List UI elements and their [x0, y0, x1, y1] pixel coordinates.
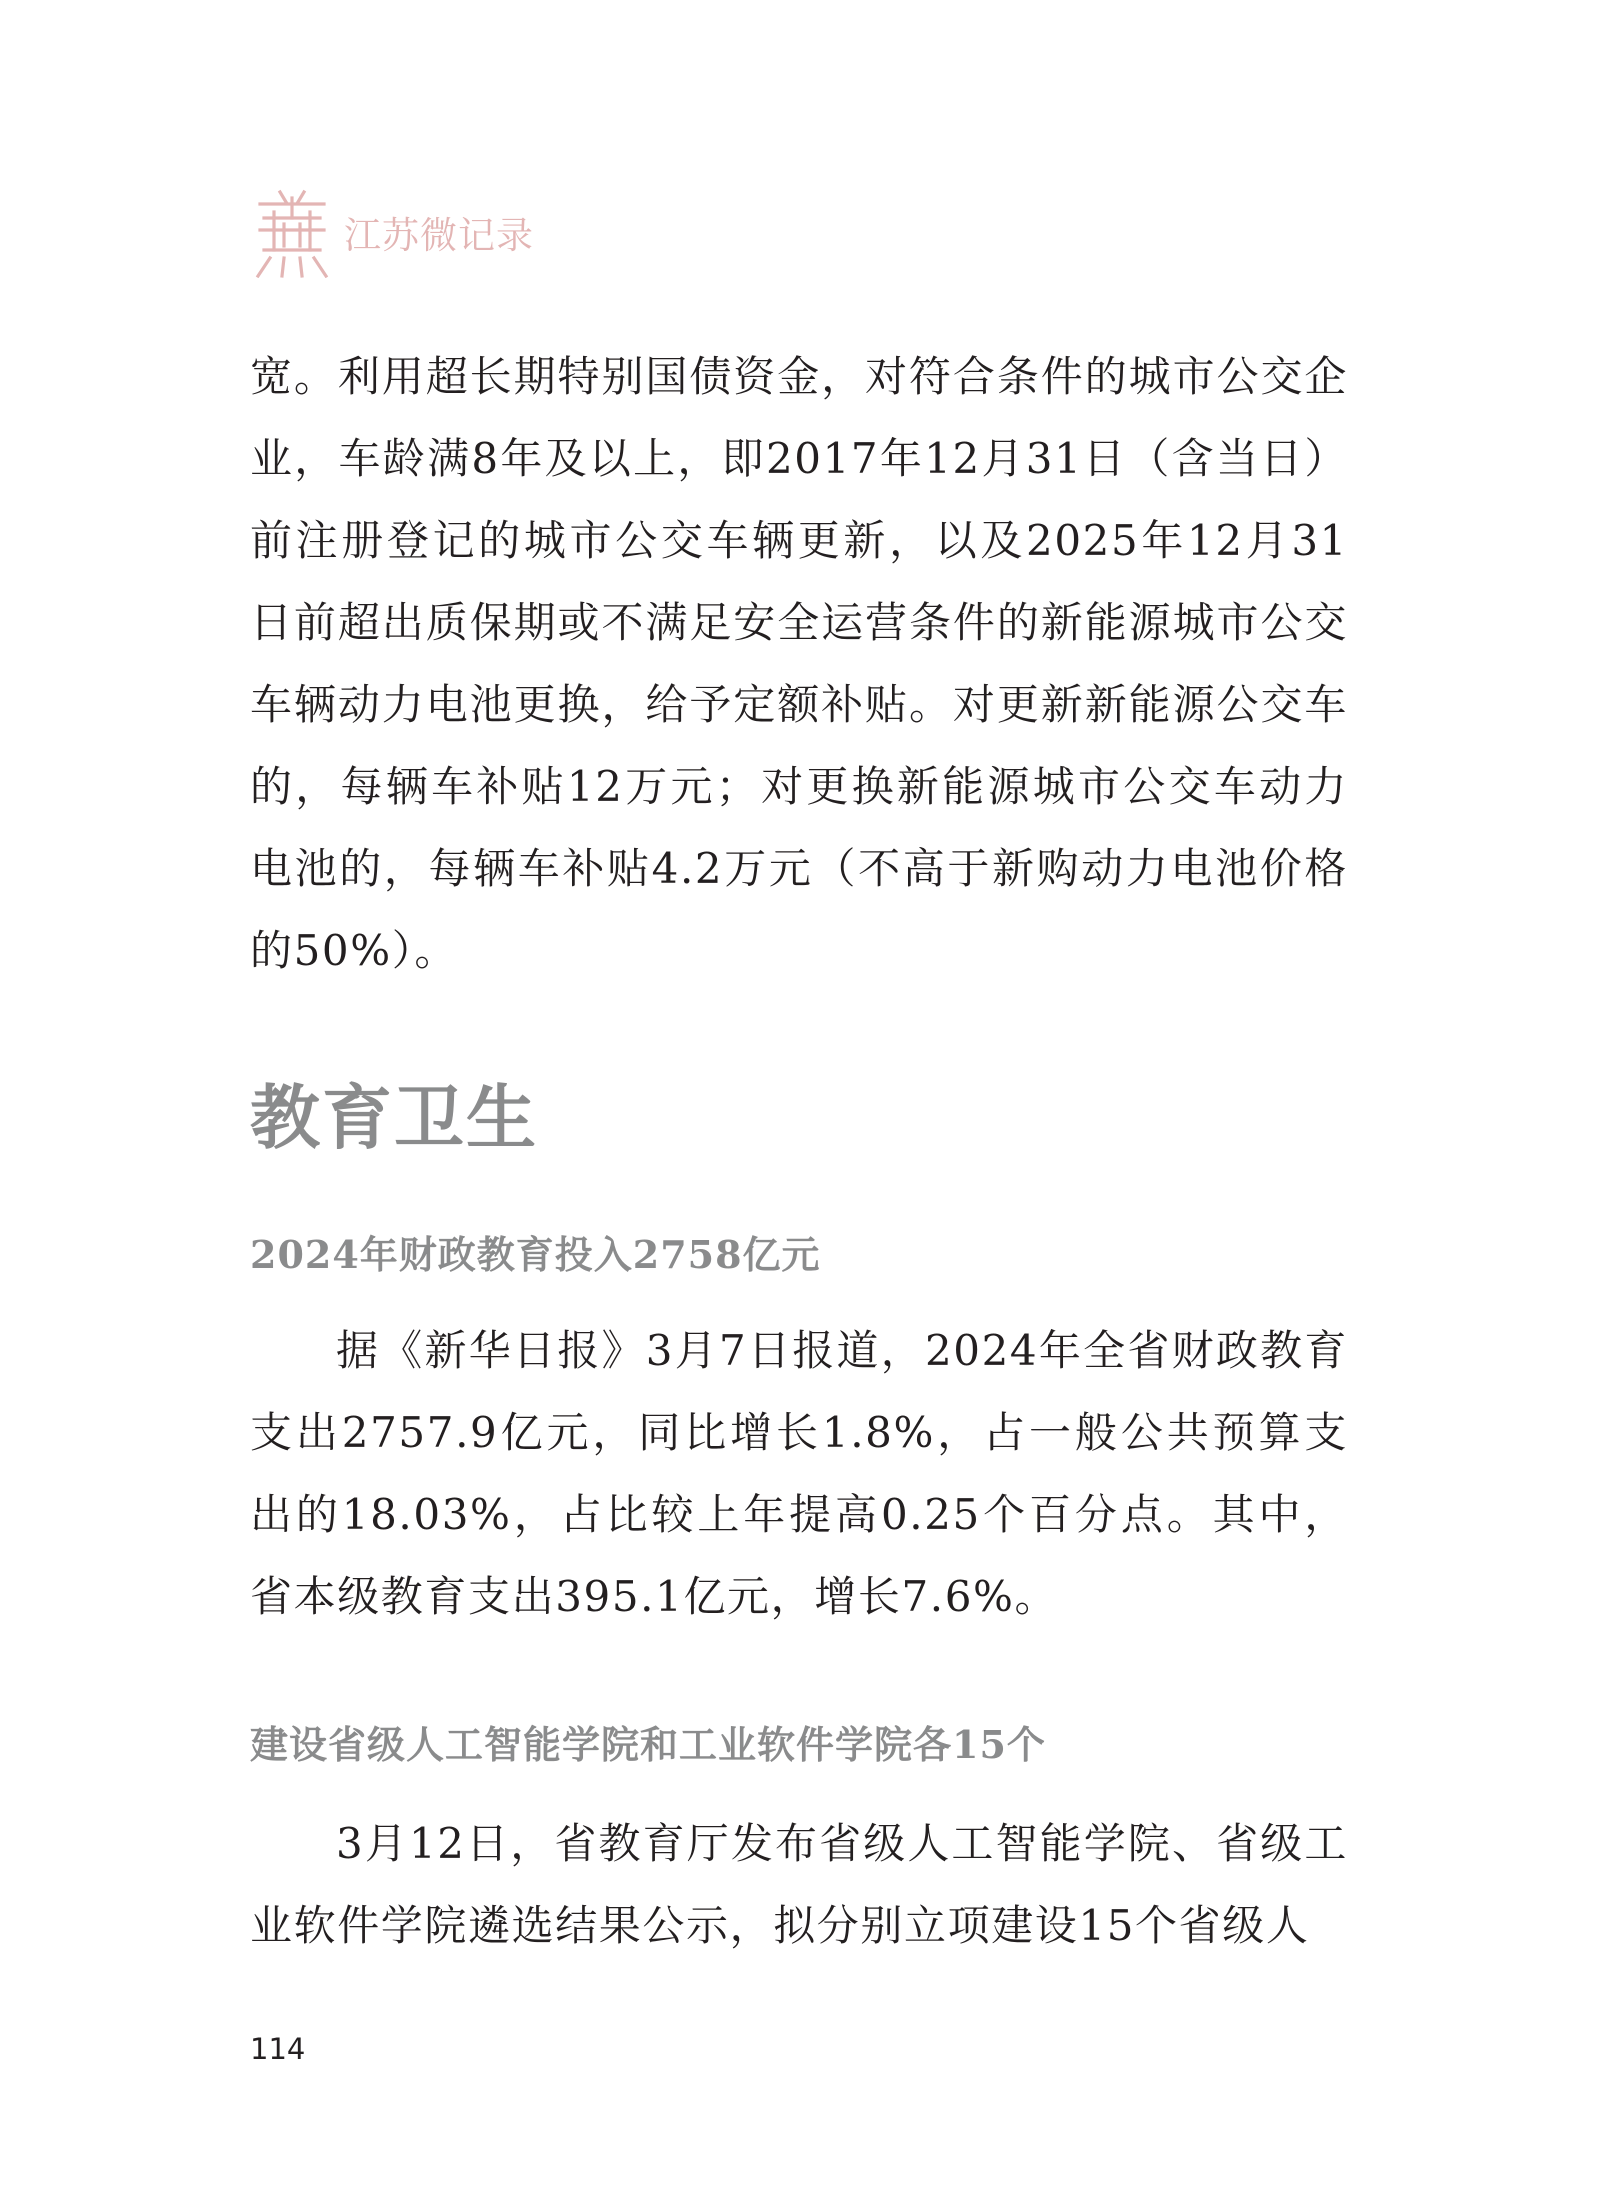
paragraph: 据《新华日报》3月7日报道，2024年全省财政教育支出2757.9亿元，同比增长1.8%，占一般公共预算支出的18.03%，占比较上年提高0.25个百分点。其中，省本级教育支出395.1亿元，增长7.6%。	[250, 1326, 1348, 1621]
paragraph: 宽。利用超长期特别国债资金，对符合条件的城市公交企业，车龄满8年及以上，即2017年12月31日（含当日）前注册登记的城市公交车辆更新，以及2025年12月31日前超出质保期或不满足安全运营条件的新能源城市公交车辆动力电池更换，给予定额补贴。对更新新能源公交车的，每辆车补贴12万元；对更换新能源城市公交车动力电池的，每辆车补贴4.2万元（不高于新购动力电池价格的50%）。	[250, 352, 1348, 975]
article-heading: 2024年财政教育投入2758亿元	[250, 1232, 821, 1277]
article-body	[250, 1310, 1348, 1638]
page-number: 114	[250, 2032, 306, 2066]
page-header	[250, 188, 534, 278]
paragraph: 3月12日，省教育厅发布省级人工智能学院、省级工业软件学院遴选结果公示，拟分别立项建设15个省级人	[250, 1819, 1348, 1950]
book-title: 江苏微记录	[344, 213, 534, 257]
jiangsu-emblem-icon	[250, 188, 334, 278]
top-paragraph-block	[250, 336, 1348, 992]
article-body	[250, 1803, 1348, 1967]
section-title: 教育卫生	[250, 1077, 538, 1159]
article-heading: 建设省级人工智能学院和工业软件学院各15个	[250, 1722, 1046, 1767]
